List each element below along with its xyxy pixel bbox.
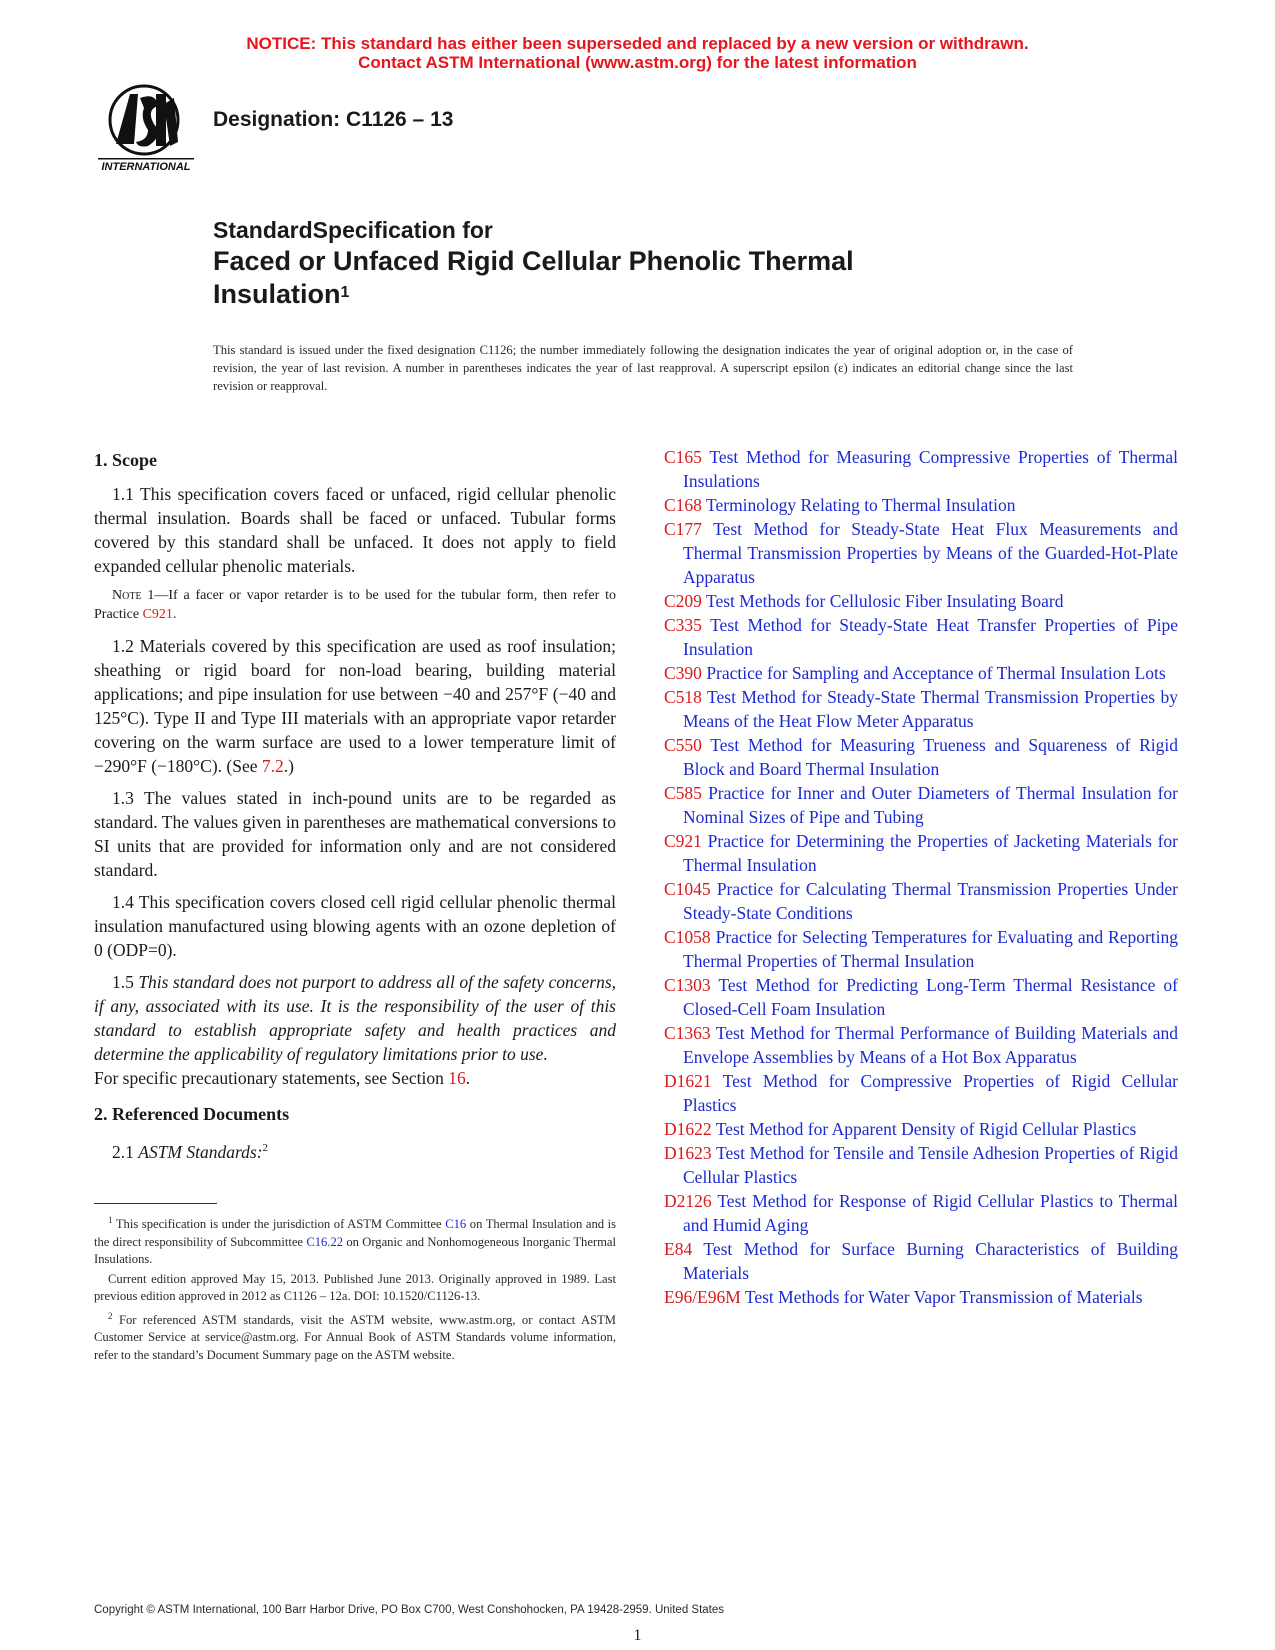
reference-item[interactable]	[664, 661, 1178, 685]
link-7-2[interactable]: 7.2	[261, 756, 284, 776]
reference-code[interactable]: D1622	[664, 1119, 712, 1139]
reference-title[interactable]: Practice for Determining the Properties of Jacketing Materials for Thermal Insulation	[683, 831, 1179, 875]
footnote-2-marker: 2	[108, 1310, 113, 1321]
reference-title[interactable]: Test Method for Thermal Performance of Building Materials and Envelope Assemblies by Means of a Hot Box Apparatus	[683, 1023, 1178, 1067]
paragraph-1-2-text: 1.2 Materials covered by this specification are used as roof insulation; sheathing or rigid board for non-load bearing, building material applications; and pipe insulation for use between −40 and 257°F (−40 and 125°C). Type II and Type III materials with an appropriate vapor retarder covering on the warm surface are used to a lower temperature limit of −290°F (−180°C). (See	[94, 636, 616, 776]
note-1	[94, 586, 616, 624]
reference-title[interactable]: Test Method for Predicting Long-Term Thermal Resistance of Closed-Cell Foam Insulation	[683, 975, 1178, 1019]
reference-item[interactable]	[664, 1021, 1178, 1069]
paragraph-1-5-tail	[94, 1066, 616, 1090]
paragraph-1-2	[94, 634, 616, 778]
reference-item[interactable]	[664, 589, 1178, 613]
reference-code[interactable]: C1303	[664, 975, 711, 995]
reference-list	[664, 445, 1178, 1309]
reference-code[interactable]: E84	[664, 1239, 693, 1259]
reference-code[interactable]: D1623	[664, 1143, 712, 1163]
reference-item[interactable]	[664, 1141, 1178, 1189]
reference-title[interactable]: Test Method for Steady-State Thermal Transmission Properties by Means of the Heat Flow Meter Apparatus	[683, 687, 1178, 731]
left-column	[94, 448, 616, 1172]
reference-title[interactable]: Test Method for Tensile and Tensile Adhesion Properties of Rigid Cellular Plastics	[683, 1143, 1178, 1187]
reference-item[interactable]	[664, 877, 1178, 925]
footnote-1-text-a: This specification is under the jurisdiction of ASTM Committee	[112, 1217, 446, 1232]
reference-title[interactable]: Test Method for Measuring Compressive Properties of Thermal Insulations	[683, 447, 1178, 491]
title-footnote-ref[interactable]: 1	[340, 284, 350, 301]
footnote-2-text: For referenced ASTM standards, visit the ASTM website, www.astm.org, or contact ASTM Customer Service at service@astm.org. For Annual Book of ASTM Standards volume information, refer to the standard’s Document Summary page on the ASTM website.	[94, 1312, 616, 1362]
paragraph-1-5-num: 1.5	[112, 972, 139, 992]
astm-logo-icon	[94, 84, 198, 176]
reference-item[interactable]	[664, 973, 1178, 1021]
note-1-link-c921[interactable]: C921	[142, 607, 173, 622]
paragraph-1-5-italic: This standard does not purport to address all of the safety concerns, if any, associated with its use. It is the responsibility of the user of this standard to establish appropriate safety and health practices and determine the applicability of regulatory limitations prior to use.	[94, 972, 617, 1064]
paragraph-1-4: 1.4 This specification covers closed cell rigid cellular phenolic thermal insulation manufactured using blowing agents with an ozone depletion of 0 (ODP=0).	[94, 892, 616, 960]
reference-code[interactable]: E96/E96M	[664, 1287, 741, 1307]
reference-code[interactable]: C209	[664, 591, 702, 611]
link-section-16[interactable]: 16	[448, 1068, 466, 1088]
note-1-label: Note 1	[112, 588, 155, 603]
page-title	[213, 215, 1113, 311]
reference-item[interactable]	[664, 493, 1178, 517]
reference-code[interactable]: C165	[664, 447, 702, 467]
reference-code[interactable]: C390	[664, 663, 702, 683]
note-1-text: —If a facer or vapor retarder is to be used for the tubular form, then refer to Practice	[94, 588, 616, 622]
paragraph-1-5	[94, 970, 616, 1066]
notice-banner	[0, 34, 1275, 72]
reference-item[interactable]	[664, 1237, 1178, 1285]
page-number: 1	[633, 1627, 642, 1644]
footnote-2	[94, 1308, 616, 1365]
reference-code[interactable]: C177	[664, 519, 702, 539]
reference-title[interactable]: Test Method for Surface Burning Characteristics of Building Materials	[683, 1239, 1179, 1283]
footnote-ref-2[interactable]: 2	[262, 1142, 269, 1154]
reference-title[interactable]: Practice for Sampling and Acceptance of Thermal Insulation Lots	[706, 663, 1166, 683]
reference-item[interactable]	[664, 925, 1178, 973]
reference-code[interactable]: C1045	[664, 879, 711, 899]
reference-title[interactable]: Test Methods for Water Vapor Transmission of Materials	[744, 1287, 1143, 1307]
reference-item[interactable]	[664, 781, 1178, 829]
reference-item[interactable]	[664, 445, 1178, 493]
paragraph-2-1-num: 2.1	[112, 1141, 139, 1162]
link-c16-22[interactable]: C16.22	[306, 1234, 344, 1249]
footnotes	[94, 1212, 616, 1366]
reference-title[interactable]: Test Method for Apparent Density of Rigid Cellular Plastics	[715, 1119, 1137, 1139]
note-1-end: .	[172, 607, 177, 622]
reference-code[interactable]: C1363	[664, 1023, 711, 1043]
reference-item[interactable]	[664, 1285, 1178, 1309]
reference-code[interactable]: C585	[664, 783, 702, 803]
reference-title[interactable]: Practice for Calculating Thermal Transmission Properties Under Steady-State Conditions	[683, 879, 1179, 923]
reference-title[interactable]: Test Method for Measuring Trueness and Squareness of Rigid Block and Board Thermal Insulation	[683, 735, 1178, 779]
link-c16[interactable]: C16	[445, 1217, 467, 1232]
paragraph-1-5-end: .	[465, 1068, 471, 1088]
reference-code[interactable]: C518	[664, 687, 702, 707]
scope-heading: 1. Scope	[94, 450, 157, 470]
reference-title[interactable]: Test Methods for Cellulosic Fiber Insulating Board	[706, 591, 1064, 611]
reference-item[interactable]	[664, 733, 1178, 781]
title-line-1: StandardSpecification for	[213, 217, 493, 243]
title-line-2: Faced or Unfaced Rigid Cellular Phenolic Thermal	[213, 246, 854, 276]
footnote-1-edition: Current edition approved May 15, 2013. Published June 2013. Originally approved in 1989. Last previous edition approved in 2012 as C1126 – 12a. DOI: 10.1520/C1126-13.	[94, 1271, 616, 1304]
paragraph-2-1	[94, 1136, 616, 1164]
footnote-divider	[94, 1203, 217, 1204]
paragraph-1-2-end: .)	[283, 756, 294, 776]
reference-title[interactable]: Practice for Inner and Outer Diameters of Thermal Insulation for Nominal Sizes of Pipe and Tubing	[683, 783, 1178, 827]
reference-title[interactable]: Terminology Relating to Thermal Insulation	[706, 495, 1016, 515]
reference-title[interactable]: Test Method for Steady-State Heat Transfer Properties of Pipe Insulation	[683, 615, 1179, 659]
copyright: Copyright © ASTM International, 100 Barr Harbor Drive, PO Box C700, West Conshohocken, PA 19428-2959. United States	[94, 1604, 725, 1616]
designation: Designation: C1126 – 13	[213, 108, 454, 131]
reference-item[interactable]	[664, 1069, 1178, 1117]
reference-code[interactable]: C921	[664, 831, 702, 851]
footnote-1	[94, 1212, 616, 1269]
reference-item[interactable]	[664, 829, 1178, 877]
reference-item[interactable]	[664, 685, 1178, 733]
reference-item[interactable]	[664, 613, 1178, 661]
title-line-3	[213, 278, 1113, 311]
reference-code[interactable]: C550	[664, 735, 702, 755]
footnote-1-marker: 1	[108, 1215, 113, 1225]
reference-title[interactable]: Test Method for Steady-State Heat Flux Measurements and Thermal Transmission Properties by Means of the Guarded-Hot-Plate Apparatus	[683, 519, 1178, 587]
reference-code[interactable]: C1058	[664, 927, 711, 947]
logo-text: INTERNATIONAL	[101, 161, 191, 173]
reference-code[interactable]: C168	[664, 495, 702, 515]
footnote-1-text-b: on Thermal Insulation and is the direct responsibility of Subcommittee	[94, 1217, 617, 1249]
notice-line-2: Contact ASTM International (www.astm.org) for the latest information	[358, 53, 917, 72]
reference-title[interactable]: Test Method for Response of Rigid Cellular Plastics to Thermal and Humid Aging	[683, 1191, 1178, 1235]
reference-title[interactable]: Test Method for Compressive Properties of Rigid Cellular Plastics	[683, 1071, 1178, 1115]
footnote-1-text-c: on Organic and Nonhomogeneous Inorganic Thermal Insulations.	[94, 1234, 616, 1267]
referenced-documents-heading: 2. Referenced Documents	[94, 1104, 290, 1124]
reference-code[interactable]: D2126	[664, 1191, 712, 1211]
reference-code[interactable]: C335	[664, 615, 702, 635]
reference-code[interactable]: D1621	[664, 1071, 712, 1091]
reference-item[interactable]	[664, 517, 1178, 589]
reference-item[interactable]	[664, 1117, 1178, 1141]
issue-note: This standard is issued under the fixed designation C1126; the number immediately following the designation indicates the year of original adoption or, in the case of revision, the year of last revision. A number in parentheses indicates the year of last reapproval. A superscript epsilon (ε) indicates an editorial change since the last revision or reapproval.	[213, 343, 1073, 393]
paragraph-2-1-italic: ASTM Standards:	[138, 1141, 263, 1162]
title-line-3-text: Insulation	[213, 279, 341, 309]
reference-item[interactable]	[664, 1189, 1178, 1237]
notice-line-1: NOTICE: This standard has either been superseded and replaced by a new version or withdrawn.	[246, 34, 1029, 53]
paragraph-1-3: 1.3 The values stated in inch-pound units are to be regarded as standard. The values given in parentheses are mathematical conversions to SI units that are provided for information only and are not considered standard.	[94, 788, 616, 880]
reference-title[interactable]: Practice for Selecting Temperatures for Evaluating and Reporting Thermal Properties of Thermal Insulation	[683, 927, 1179, 971]
paragraph-1-5-tail-text: For specific precautionary statements, see Section	[94, 1068, 449, 1088]
paragraph-1-1: 1.1 This specification covers faced or unfaced, rigid cellular phenolic thermal insulation. Boards shall be faced or unfaced. Tubular forms covered by this standard shall be unfaced. It does not apply to field expanded cellular phenolic materials.	[94, 484, 616, 576]
